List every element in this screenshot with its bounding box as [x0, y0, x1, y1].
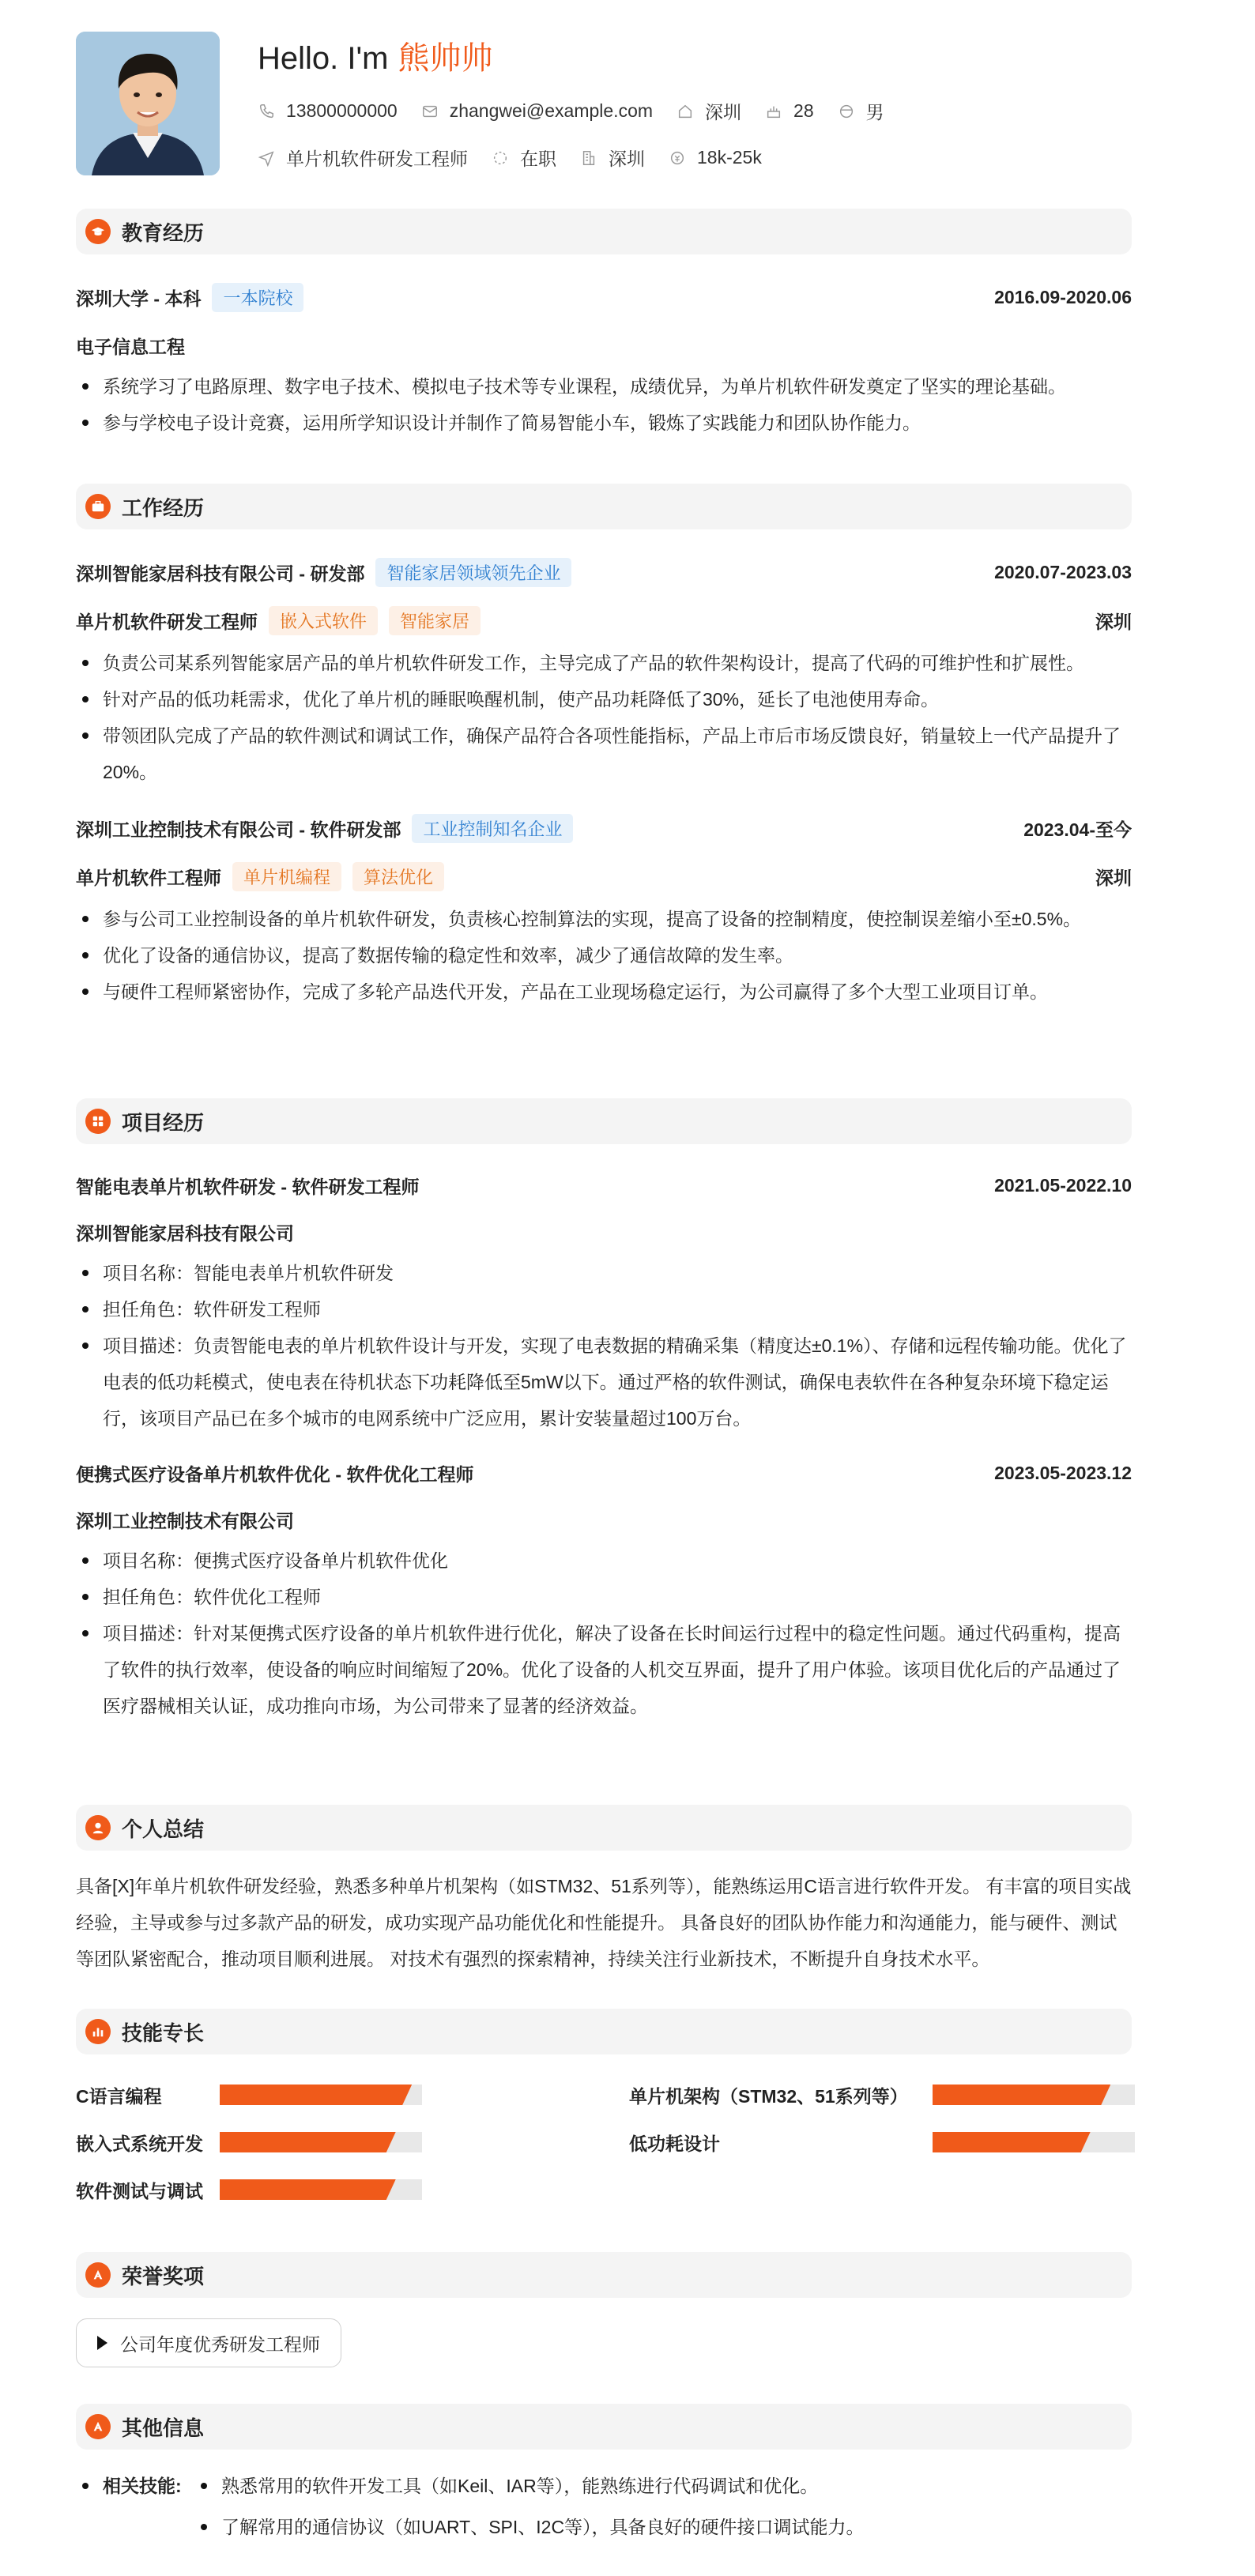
- education-header: [76, 209, 1132, 254]
- awards-section: [76, 2252, 1132, 2367]
- job-city: 深圳: [1095, 612, 1132, 632]
- job-entry: [76, 814, 1132, 843]
- project-name: 便携式医疗设备单片机软件优化 - 软件优化工程师: [76, 1464, 474, 1485]
- school-tag: 一本院校: [212, 283, 303, 312]
- skill-bar-fill: [933, 2132, 1091, 2152]
- job-role-row: [76, 606, 1132, 635]
- list-item: 负责公司某系列智能家居产品的单片机软件研发工作，主导完成了产品的软件架构设计，提高了代码的可维护性和扩展性。: [76, 645, 1132, 681]
- award-item: [76, 2318, 341, 2367]
- summary-header: [76, 1805, 1132, 1851]
- project-entry: [76, 1460, 1132, 1486]
- user-icon: [85, 1815, 111, 1840]
- person-name: 熊帅帅: [398, 41, 493, 76]
- bar-chart-icon: [85, 2019, 111, 2044]
- skill-item: [629, 2085, 1182, 2105]
- skill-name: 软件测试与调试: [76, 2180, 203, 2201]
- list-item: 带领团队完成了产品的软件测试和调试工作，确保产品符合各项性能指标，产品上市后市场反馈良好，销量较上一代产品提升了20%。: [76, 717, 1132, 790]
- company-name: 深圳工业控制技术有限公司 - 软件研发部: [76, 819, 401, 840]
- skill-bar: [933, 2132, 1135, 2152]
- gender-item: [838, 98, 884, 124]
- project-period: 2021.05-2022.10: [994, 1175, 1132, 1196]
- other-item-text: 熟悉常用的软件开发工具（如Keil、IAR等），能熟练进行代码调试和优化。: [221, 2476, 819, 2496]
- resume-header: [76, 32, 1179, 190]
- phone-item: [258, 100, 398, 122]
- project-company: 深圳智能家居科技有限公司: [76, 1223, 294, 1244]
- list-item: 担任角色：软件优化工程师: [76, 1579, 1132, 1615]
- projects-header: [76, 1098, 1132, 1144]
- project-bullets: [76, 1255, 1132, 1437]
- award-name: 公司年度优秀研发工程师: [120, 2333, 320, 2355]
- project-name: 智能电表单片机软件研发 - 软件研发工程师: [76, 1177, 420, 1197]
- skill-bar: [220, 2179, 422, 2200]
- project-bullets: [76, 1542, 1132, 1724]
- skill-item: [76, 2132, 629, 2152]
- list-item: 针对产品的低功耗需求，优化了单片机的睡眠唤醒机制，使产品功耗降低了30%，延长了电池使用寿命。: [76, 681, 1132, 717]
- greeting: [258, 33, 908, 79]
- skill-name: 单片机架构（STM32、51系列等）: [629, 2085, 908, 2107]
- skills-header: [76, 2009, 1132, 2054]
- skill-bar: [220, 2132, 422, 2152]
- list-item: [76, 2465, 1132, 2506]
- skill-bar-fill: [933, 2085, 1110, 2105]
- skill-item: [76, 2085, 629, 2105]
- target-city-value: 深圳: [609, 149, 645, 169]
- job-city: 深圳: [1095, 868, 1132, 888]
- summary-text: 具备[X]年单片机软件研发经验，熟悉多种单片机架构（如STM32、51系列等），能熟练运用C语言进行软件开发。 有丰富的项目实战经验，主导或参与过多款产品的研发，成功实现产品功能优化和性能提升。 具备良好的团队协作能力和沟通能力，能与硬件、测试等团队紧密配合，推动项目顺利进展。 对技术有强烈的探索精神，持续关注行业新技术，不断提升自身技术水平。: [76, 1876, 1132, 1969]
- job-period: 2023.04-至今: [1023, 819, 1132, 840]
- list-item: [76, 2506, 1132, 2548]
- other-header: [76, 2404, 1132, 2450]
- briefcase-icon: [85, 494, 111, 519]
- summary-section: [76, 1805, 1132, 1977]
- summary-title: 个人总结: [122, 1817, 205, 1841]
- email-value: zhangwei@example.com: [449, 100, 654, 121]
- skill-bar-fill: [220, 2085, 412, 2105]
- list-item: 担任角色：软件研发工程师: [76, 1291, 1132, 1328]
- skill-bar-fill: [220, 2179, 396, 2200]
- list-item: 项目描述：针对某便携式医疗设备的单片机软件进行优化，解决了设备在长时间运行过程中的稳定性问题。通过代码重构，提高了软件的执行效率，使设备的响应时间缩短了20%。优化了设备的人机交互界面，提升了用户体验。该项目优化后的产品通过了医疗器械相关认证，成功推向市场，为公司带来了显著的经济效益。: [76, 1615, 1132, 1724]
- job-bullets: [76, 645, 1132, 790]
- project-company: 深圳工业控制技术有限公司: [76, 1511, 294, 1531]
- list-item: 与硬件工程师紧密协作，完成了多轮产品迭代开发，产品在工业现场稳定运行，为公司赢得了多个大型工业项目订单。: [76, 974, 1132, 1010]
- skill-item: [629, 2132, 1182, 2152]
- education-title: 教育经历: [122, 220, 205, 245]
- other-label: 相关技能:: [103, 2476, 182, 2496]
- job-bullets: [76, 901, 1132, 1010]
- mail-icon: [421, 103, 439, 120]
- job-role-row: [76, 862, 1132, 891]
- skills-section: [76, 2009, 1132, 2200]
- home-icon: [676, 103, 694, 120]
- loading-icon: [492, 149, 509, 167]
- education-section: [76, 209, 1132, 441]
- triangle-right-icon: [97, 2336, 107, 2350]
- phone-value: 13800000000: [286, 100, 398, 121]
- skill-name: 低功耗设计: [629, 2133, 720, 2154]
- info-icon: [85, 2414, 111, 2439]
- list-item: 项目名称：智能电表单片机软件研发: [76, 1255, 1132, 1291]
- job-entry: [76, 558, 1132, 587]
- status-value: 在职: [520, 149, 556, 169]
- work-section: [76, 484, 1132, 1010]
- send-icon: [258, 149, 275, 167]
- company-tag: 工业控制知名企业: [412, 814, 573, 843]
- list-item: 项目名称：便携式医疗设备单片机软件优化: [76, 1542, 1132, 1579]
- graduation-cap-icon: [85, 219, 111, 244]
- skill-item: [76, 2179, 629, 2200]
- major: 电子信息工程: [76, 337, 185, 357]
- project-entry: [76, 1173, 1132, 1199]
- person-icon: [838, 103, 855, 120]
- money-icon: [669, 149, 686, 167]
- position-item: [258, 145, 468, 171]
- list-item: 参与学校电子设计竞赛，运用所学知识设计并制作了简易智能小车，锻炼了实践能力和团队协作能力。: [76, 405, 1132, 441]
- skill-tag: 嵌入式软件: [269, 606, 378, 635]
- skill-bar: [220, 2085, 422, 2105]
- skills-grid: [76, 2085, 1132, 2200]
- project-period: 2023.05-2023.12: [994, 1463, 1132, 1483]
- salary-item: [669, 147, 762, 168]
- job-intent-row: [258, 145, 908, 171]
- other-item-text: 了解常用的通信协议（如UART、SPI、I2C等），具备良好的硬件接口调试能力。: [221, 2517, 865, 2537]
- job-role: 单片机软件研发工程师: [76, 612, 258, 632]
- greeting-text: Hello. I'm: [258, 41, 389, 76]
- work-header: [76, 484, 1132, 529]
- age-item: [765, 100, 814, 122]
- skill-bar: [933, 2085, 1135, 2105]
- other-title: 其他信息: [122, 2416, 205, 2440]
- projects-section: [76, 1098, 1132, 1724]
- work-title: 工作经历: [122, 495, 205, 520]
- projects-title: 项目经历: [122, 1110, 205, 1135]
- status-item: [492, 145, 556, 171]
- skill-tag: 算法优化: [352, 862, 444, 891]
- job-period: 2020.07-2023.03: [994, 562, 1132, 582]
- phone-icon: [258, 103, 275, 120]
- header-info: [258, 32, 908, 171]
- city-value: 深圳: [705, 102, 742, 122]
- position-value: 单片机软件研发工程师: [286, 149, 468, 169]
- target-city-item: [580, 145, 645, 171]
- skill-tag: 单片机编程: [232, 862, 341, 891]
- contact-row: [258, 98, 908, 124]
- list-item: 参与公司工业控制设备的单片机软件研发，负责核心控制算法的实现，提高了设备的控制精度，使控制误差缩小至±0.5%。: [76, 901, 1132, 937]
- education-bullets: [76, 368, 1132, 441]
- email-item: [421, 100, 653, 122]
- cake-icon: [765, 103, 782, 120]
- city-item: [676, 98, 741, 124]
- avatar-photo: [76, 32, 220, 175]
- list-item: 优化了设备的通信协议，提高了数据传输的稳定性和效率，减少了通信故障的发生率。: [76, 937, 1132, 974]
- salary-value: 18k-25k: [697, 147, 762, 168]
- company-tag: 智能家居领域领先企业: [375, 558, 571, 587]
- job-role: 单片机软件工程师: [76, 868, 221, 888]
- gender-value: 男: [865, 102, 884, 122]
- skill-name: C语言编程: [76, 2085, 162, 2107]
- other-section: [76, 2404, 1132, 2548]
- awards-title: 荣誉奖项: [122, 2264, 205, 2288]
- avatar: [76, 32, 220, 175]
- awards-header: [76, 2252, 1132, 2298]
- age-value: 28: [793, 100, 814, 121]
- skills-title: 技能专长: [122, 2021, 205, 2045]
- list-item: 项目描述：负责智能电表的单片机软件设计与开发，实现了电表数据的精确采集（精度达±0.1%）、存储和远程传输功能。优化了电表的低功耗模式，使电表在待机状态下功耗降低至5mW以下。通过严格的软件测试，确保电表软件在各种复杂环境下稳定运行，该项目产品已在多个城市的电网系统中广泛应用，累计安装量超过100万台。: [76, 1328, 1132, 1437]
- skill-name: 嵌入式系统开发: [76, 2133, 203, 2154]
- education-entry: [76, 283, 1132, 312]
- grid-icon: [85, 1109, 111, 1134]
- skill-bar-fill: [220, 2132, 396, 2152]
- education-period: 2016.09-2020.06: [994, 287, 1132, 307]
- list-item: 系统学习了电路原理、数字电子技术、模拟电子技术等专业课程，成绩优异，为单片机软件研发奠定了坚实的理论基础。: [76, 368, 1132, 405]
- award-icon: [85, 2262, 111, 2288]
- building-icon: [580, 149, 597, 167]
- skill-tag: 智能家居: [389, 606, 481, 635]
- company-name: 深圳智能家居科技有限公司 - 研发部: [76, 563, 365, 584]
- school-name: 深圳大学 - 本科: [76, 288, 202, 309]
- other-list: [76, 2465, 1132, 2548]
